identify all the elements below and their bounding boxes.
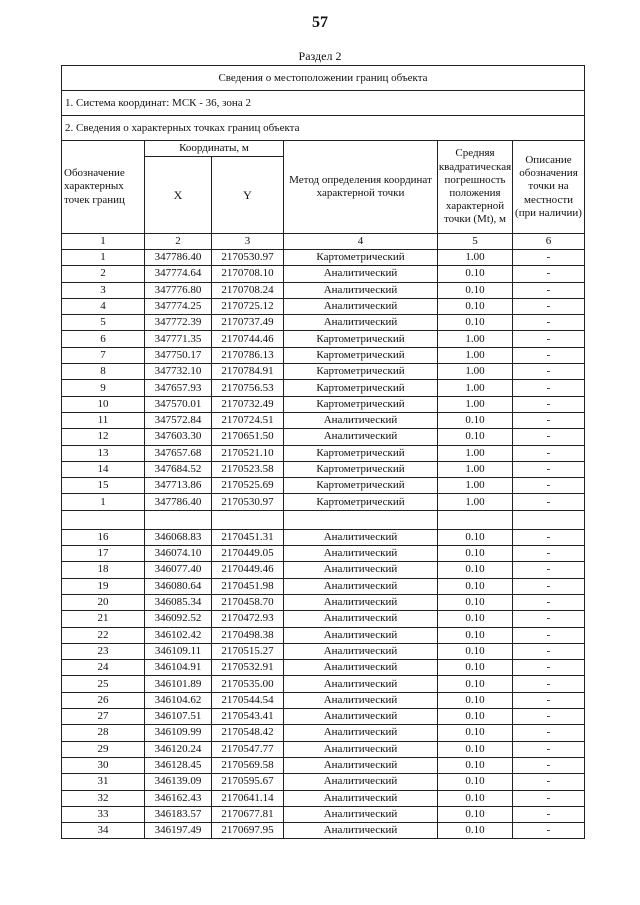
method-cell: Аналитический [284, 611, 438, 627]
y-coordinate-cell: 2170595.67 [212, 774, 284, 790]
x-coordinate-cell: 346183.57 [145, 806, 212, 822]
error-cell: 1.00 [438, 364, 513, 380]
y-coordinate-cell: 2170449.46 [212, 562, 284, 578]
header-description: Описание обозначения точки на местности (при наличии) [513, 141, 585, 234]
x-coordinate-cell: 346120.24 [145, 741, 212, 757]
x-coordinate-cell: 346109.11 [145, 643, 212, 659]
method-cell: Картометрический [284, 478, 438, 494]
error-cell: 1.00 [438, 250, 513, 266]
point-number-cell: 31 [62, 774, 145, 790]
y-coordinate-cell: 2170530.97 [212, 250, 284, 266]
point-number-cell: 23 [62, 643, 145, 659]
point-number-cell: 32 [62, 790, 145, 806]
table-row [62, 741, 585, 757]
description-cell: - [513, 380, 585, 396]
description-cell: - [513, 757, 585, 773]
y-coordinate-cell: 2170732.49 [212, 396, 284, 412]
description-cell: - [513, 594, 585, 610]
error-cell: 0.10 [438, 562, 513, 578]
x-coordinate-cell: 346197.49 [145, 823, 212, 839]
description-cell: - [513, 478, 585, 494]
y-coordinate-cell: 2170569.58 [212, 757, 284, 773]
error-cell: 1.00 [438, 478, 513, 494]
table-row [62, 529, 585, 545]
y-coordinate-cell: 2170744.46 [212, 331, 284, 347]
point-number-cell: 29 [62, 741, 145, 757]
point-number-cell: 16 [62, 529, 145, 545]
y-coordinate-cell: 2170544.54 [212, 692, 284, 708]
y-coordinate-cell: 2170515.27 [212, 643, 284, 659]
description-cell: - [513, 331, 585, 347]
x-coordinate-cell: 346092.52 [145, 611, 212, 627]
method-cell: Аналитический [284, 692, 438, 708]
table-row [62, 266, 585, 282]
point-number-cell: 3 [62, 282, 145, 298]
error-cell: 0.10 [438, 429, 513, 445]
table-row [62, 412, 585, 428]
method-cell: Аналитический [284, 315, 438, 331]
description-cell: - [513, 692, 585, 708]
column-number: 6 [513, 234, 585, 250]
table-row [62, 627, 585, 643]
description-cell: - [513, 412, 585, 428]
table-row [62, 478, 585, 494]
method-cell: Аналитический [284, 627, 438, 643]
empty-cell [438, 510, 513, 529]
description-cell: - [513, 725, 585, 741]
table-row [62, 806, 585, 822]
method-cell: Аналитический [284, 298, 438, 314]
x-coordinate-cell: 347713.86 [145, 478, 212, 494]
method-cell: Картометрический [284, 461, 438, 477]
y-coordinate-cell: 2170784.91 [212, 364, 284, 380]
table-row [62, 364, 585, 380]
table-row [62, 709, 585, 725]
method-cell: Аналитический [284, 823, 438, 839]
method-cell: Картометрический [284, 364, 438, 380]
error-cell: 0.10 [438, 578, 513, 594]
error-cell: 0.10 [438, 676, 513, 692]
point-number-cell: 22 [62, 627, 145, 643]
empty-cell [145, 510, 212, 529]
boundary-points-table [61, 65, 585, 839]
y-coordinate-cell: 2170543.41 [212, 709, 284, 725]
method-cell: Аналитический [284, 412, 438, 428]
x-coordinate-cell: 346104.62 [145, 692, 212, 708]
y-coordinate-cell: 2170697.95 [212, 823, 284, 839]
error-cell: 0.10 [438, 529, 513, 545]
point-number-cell: 10 [62, 396, 145, 412]
point-number-cell: 14 [62, 461, 145, 477]
method-cell: Аналитический [284, 790, 438, 806]
description-cell: - [513, 709, 585, 725]
x-coordinate-cell: 347570.01 [145, 396, 212, 412]
description-cell: - [513, 660, 585, 676]
description-cell: - [513, 445, 585, 461]
method-cell: Картометрический [284, 396, 438, 412]
x-coordinate-cell: 347657.93 [145, 380, 212, 396]
table-row [62, 250, 585, 266]
description-cell: - [513, 578, 585, 594]
header-error: Средняя квадратическая погрешность положения характерной точки (Mt), м [438, 141, 513, 234]
method-cell: Картометрический [284, 494, 438, 510]
method-cell: Аналитический [284, 806, 438, 822]
error-cell: 0.10 [438, 627, 513, 643]
point-number-cell: 8 [62, 364, 145, 380]
error-cell: 0.10 [438, 709, 513, 725]
y-coordinate-cell: 2170521.10 [212, 445, 284, 461]
point-number-cell: 20 [62, 594, 145, 610]
description-cell: - [513, 315, 585, 331]
empty-cell [212, 510, 284, 529]
method-cell: Аналитический [284, 282, 438, 298]
table-row [62, 790, 585, 806]
error-cell: 0.10 [438, 823, 513, 839]
description-cell: - [513, 546, 585, 562]
empty-cell [284, 510, 438, 529]
point-number-cell: 28 [62, 725, 145, 741]
method-cell: Аналитический [284, 676, 438, 692]
table-row [62, 298, 585, 314]
page-number: 57 [312, 14, 328, 31]
y-coordinate-cell: 2170530.97 [212, 494, 284, 510]
method-cell: Картометрический [284, 347, 438, 363]
empty-cell [513, 510, 585, 529]
table-title: Сведения о местоположении границ объекта [62, 66, 585, 91]
point-number-cell: 12 [62, 429, 145, 445]
method-cell: Аналитический [284, 725, 438, 741]
point-number-cell: 5 [62, 315, 145, 331]
x-coordinate-cell: 346101.89 [145, 676, 212, 692]
header-method: Метод определения координат характерной точки [284, 141, 438, 234]
method-cell: Картометрический [284, 445, 438, 461]
point-number-cell: 19 [62, 578, 145, 594]
point-number-cell: 30 [62, 757, 145, 773]
method-cell: Аналитический [284, 757, 438, 773]
point-number-cell: 25 [62, 676, 145, 692]
column-number: 4 [284, 234, 438, 250]
method-cell: Картометрический [284, 331, 438, 347]
point-number-cell: 24 [62, 660, 145, 676]
x-coordinate-cell: 347772.39 [145, 315, 212, 331]
description-cell: - [513, 494, 585, 510]
point-number-cell: 18 [62, 562, 145, 578]
x-coordinate-cell: 346080.64 [145, 578, 212, 594]
table-row [62, 725, 585, 741]
table-row [62, 643, 585, 659]
table-row [62, 380, 585, 396]
x-coordinate-cell: 347786.40 [145, 250, 212, 266]
description-cell: - [513, 790, 585, 806]
method-cell: Аналитический [284, 529, 438, 545]
y-coordinate-cell: 2170725.12 [212, 298, 284, 314]
description-cell: - [513, 347, 585, 363]
table-row [62, 347, 585, 363]
error-cell: 0.10 [438, 725, 513, 741]
description-cell: - [513, 774, 585, 790]
y-coordinate-cell: 2170756.53 [212, 380, 284, 396]
y-coordinate-cell: 2170708.24 [212, 282, 284, 298]
y-coordinate-cell: 2170737.49 [212, 315, 284, 331]
error-cell: 0.10 [438, 412, 513, 428]
description-cell: - [513, 529, 585, 545]
table-row [62, 774, 585, 790]
description-cell: - [513, 806, 585, 822]
description-cell: - [513, 461, 585, 477]
table-row [62, 331, 585, 347]
y-coordinate-cell: 2170641.14 [212, 790, 284, 806]
description-cell: - [513, 741, 585, 757]
point-number-cell: 21 [62, 611, 145, 627]
error-cell: 1.00 [438, 396, 513, 412]
method-cell: Аналитический [284, 709, 438, 725]
error-cell: 0.10 [438, 806, 513, 822]
x-coordinate-cell: 347771.35 [145, 331, 212, 347]
point-number-cell: 34 [62, 823, 145, 839]
method-cell: Картометрический [284, 250, 438, 266]
coordinate-system: 1. Система координат: МСК - 36, зона 2 [62, 91, 585, 116]
table-row [62, 757, 585, 773]
method-cell: Аналитический [284, 660, 438, 676]
table-row [62, 546, 585, 562]
y-coordinate-cell: 2170472.93 [212, 611, 284, 627]
error-cell: 0.10 [438, 298, 513, 314]
table-row [62, 660, 585, 676]
table-row [62, 461, 585, 477]
description-cell: - [513, 266, 585, 282]
y-coordinate-cell: 2170786.13 [212, 347, 284, 363]
x-coordinate-cell: 346107.51 [145, 709, 212, 725]
description-cell: - [513, 643, 585, 659]
table-row [62, 692, 585, 708]
point-number-cell: 15 [62, 478, 145, 494]
x-coordinate-cell: 346128.45 [145, 757, 212, 773]
error-cell: 0.10 [438, 692, 513, 708]
y-coordinate-cell: 2170525.69 [212, 478, 284, 494]
description-cell: - [513, 611, 585, 627]
x-coordinate-cell: 346162.43 [145, 790, 212, 806]
x-coordinate-cell: 346074.10 [145, 546, 212, 562]
x-coordinate-cell: 347776.80 [145, 282, 212, 298]
x-coordinate-cell: 347774.64 [145, 266, 212, 282]
point-number-cell: 4 [62, 298, 145, 314]
y-coordinate-cell: 2170532.91 [212, 660, 284, 676]
separator-row [62, 510, 585, 529]
column-number: 2 [145, 234, 212, 250]
x-coordinate-cell: 347603.30 [145, 429, 212, 445]
method-cell: Аналитический [284, 774, 438, 790]
table-row [62, 494, 585, 510]
y-coordinate-cell: 2170651.50 [212, 429, 284, 445]
point-number-cell: 13 [62, 445, 145, 461]
point-number-cell: 1 [62, 250, 145, 266]
column-number: 3 [212, 234, 284, 250]
y-coordinate-cell: 2170677.81 [212, 806, 284, 822]
x-coordinate-cell: 347750.17 [145, 347, 212, 363]
error-cell: 0.10 [438, 611, 513, 627]
point-number-cell: 7 [62, 347, 145, 363]
y-coordinate-cell: 2170548.42 [212, 725, 284, 741]
description-cell: - [513, 627, 585, 643]
x-coordinate-cell: 346102.42 [145, 627, 212, 643]
x-coordinate-cell: 346068.83 [145, 529, 212, 545]
point-number-cell: 33 [62, 806, 145, 822]
empty-cell [62, 510, 145, 529]
description-cell: - [513, 282, 585, 298]
method-cell: Аналитический [284, 741, 438, 757]
points-caption: 2. Сведения о характерных точках границ объекта [62, 116, 585, 141]
error-cell: 1.00 [438, 494, 513, 510]
description-cell: - [513, 364, 585, 380]
error-cell: 0.10 [438, 643, 513, 659]
x-coordinate-cell: 347786.40 [145, 494, 212, 510]
header-designation: Обозначение характерных точек границ [62, 141, 145, 234]
description-cell: - [513, 429, 585, 445]
point-number-cell: 1 [62, 494, 145, 510]
error-cell: 0.10 [438, 774, 513, 790]
error-cell: 0.10 [438, 757, 513, 773]
y-coordinate-cell: 2170458.70 [212, 594, 284, 610]
table-row [62, 445, 585, 461]
error-cell: 1.00 [438, 331, 513, 347]
table-row [62, 611, 585, 627]
error-cell: 1.00 [438, 445, 513, 461]
description-cell: - [513, 562, 585, 578]
error-cell: 0.10 [438, 546, 513, 562]
error-cell: 0.10 [438, 660, 513, 676]
y-coordinate-cell: 2170708.10 [212, 266, 284, 282]
point-number-cell: 6 [62, 331, 145, 347]
point-number-cell: 17 [62, 546, 145, 562]
point-number-cell: 27 [62, 709, 145, 725]
table-row [62, 578, 585, 594]
x-coordinate-cell: 346109.99 [145, 725, 212, 741]
y-coordinate-cell: 2170523.58 [212, 461, 284, 477]
column-number: 1 [62, 234, 145, 250]
header-x: X [145, 157, 212, 234]
x-coordinate-cell: 347684.52 [145, 461, 212, 477]
error-cell: 0.10 [438, 594, 513, 610]
table-row [62, 429, 585, 445]
table-row [62, 282, 585, 298]
x-coordinate-cell: 347657.68 [145, 445, 212, 461]
y-coordinate-cell: 2170535.00 [212, 676, 284, 692]
x-coordinate-cell: 346139.09 [145, 774, 212, 790]
section-label: Раздел 2 [298, 49, 342, 63]
y-coordinate-cell: 2170724.51 [212, 412, 284, 428]
x-coordinate-cell: 347732.10 [145, 364, 212, 380]
point-number-cell: 9 [62, 380, 145, 396]
table-row [62, 594, 585, 610]
y-coordinate-cell: 2170451.98 [212, 578, 284, 594]
error-cell: 1.00 [438, 380, 513, 396]
description-cell: - [513, 396, 585, 412]
y-coordinate-cell: 2170451.31 [212, 529, 284, 545]
error-cell: 1.00 [438, 347, 513, 363]
column-number: 5 [438, 234, 513, 250]
method-cell: Аналитический [284, 643, 438, 659]
description-cell: - [513, 298, 585, 314]
y-coordinate-cell: 2170547.77 [212, 741, 284, 757]
x-coordinate-cell: 347572.84 [145, 412, 212, 428]
point-number-cell: 2 [62, 266, 145, 282]
table-row [62, 315, 585, 331]
x-coordinate-cell: 346077.40 [145, 562, 212, 578]
table-row [62, 396, 585, 412]
error-cell: 0.10 [438, 741, 513, 757]
x-coordinate-cell: 346104.91 [145, 660, 212, 676]
error-cell: 0.10 [438, 266, 513, 282]
y-coordinate-cell: 2170498.38 [212, 627, 284, 643]
error-cell: 0.10 [438, 315, 513, 331]
method-cell: Аналитический [284, 578, 438, 594]
method-cell: Аналитический [284, 429, 438, 445]
error-cell: 0.10 [438, 282, 513, 298]
x-coordinate-cell: 346085.34 [145, 594, 212, 610]
method-cell: Аналитический [284, 546, 438, 562]
point-number-cell: 11 [62, 412, 145, 428]
method-cell: Аналитический [284, 562, 438, 578]
point-number-cell: 26 [62, 692, 145, 708]
method-cell: Картометрический [284, 380, 438, 396]
description-cell: - [513, 250, 585, 266]
header-coordinates: Координаты, м [145, 141, 284, 157]
table-row [62, 562, 585, 578]
header-y: Y [212, 157, 284, 234]
error-cell: 1.00 [438, 461, 513, 477]
y-coordinate-cell: 2170449.05 [212, 546, 284, 562]
table-row [62, 676, 585, 692]
x-coordinate-cell: 347774.25 [145, 298, 212, 314]
error-cell: 0.10 [438, 790, 513, 806]
method-cell: Аналитический [284, 594, 438, 610]
method-cell: Аналитический [284, 266, 438, 282]
table-row [62, 823, 585, 839]
description-cell: - [513, 676, 585, 692]
description-cell: - [513, 823, 585, 839]
